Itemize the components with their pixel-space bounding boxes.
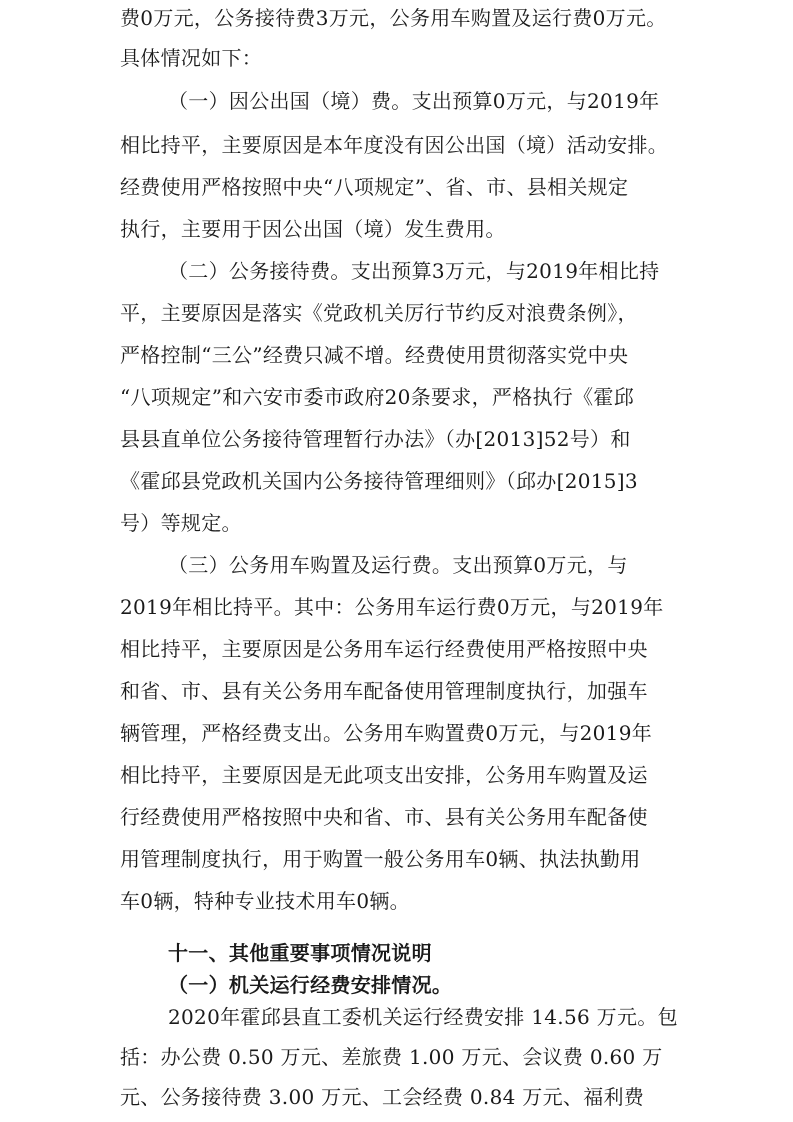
text-line: 和省、市、县有关公务用车配备使用管理制度执行，加强车 — [120, 679, 648, 703]
text-line: 严格控制“三公”经费只减不增。经费使用贯彻落实党中央 — [120, 343, 629, 367]
text-line: 行经费使用严格按照中央和省、市、县有关公务用车配备使 — [120, 805, 648, 829]
text-line: 《霍邱县党政机关国内公务接待管理细则》（邱办[2015]3 — [120, 469, 638, 493]
text-line: 2019年相比持平。其中：公务用车运行费0万元，与2019年 — [120, 595, 664, 619]
text-line: 相比持平，主要原因是公务用车运行经费使用严格按照中央 — [120, 637, 648, 661]
text-line: 用管理制度执行，用于购置一般公务用车0辆、执法执勤用 — [120, 847, 641, 871]
text-line: 号）等规定。 — [120, 511, 242, 535]
section-heading: 十一、其他重要事项情况说明 — [168, 941, 432, 965]
text-line: 经费使用严格按照中央“八项规定”、省、市、县相关规定 — [120, 175, 629, 199]
text-line: 执行，主要用于因公出国（境）发生费用。 — [120, 217, 506, 241]
text-line: 元、公务接待费 3.00 万元、工会经费 0.84 万元、福利费 — [120, 1085, 645, 1109]
text-line: 平，主要原因是落实《党政机关厉行节约反对浪费条例》， — [120, 301, 638, 325]
text-line: （二）公务接待费。支出预算3万元，与2019年相比持 — [168, 259, 660, 283]
text-line: 车0辆，特种专业技术用车0辆。 — [120, 889, 410, 913]
text-line: 2020年霍邱县直工委机关运行经费安排 14.56 万元。包 — [168, 1005, 678, 1029]
text-line: （三）公务用车购置及运行费。支出预算0万元，与 — [168, 553, 628, 577]
text-line: 费0万元，公务接待费3万元，公务用车购置及运行费0万元。 — [120, 6, 667, 30]
text-line: 相比持平，主要原因是本年度没有因公出国（境）活动安排。 — [120, 133, 669, 157]
text-line: 辆管理，严格经费支出。公务用车购置费0万元，与2019年 — [120, 721, 653, 745]
text-line: 县县直单位公务接待管理暂行办法》（办[2013]52号）和 — [120, 427, 631, 451]
text-line: 相比持平，主要原因是无此项支出安排，公务用车购置及运 — [120, 763, 648, 787]
text-line: 具体情况如下： — [120, 46, 263, 70]
text-line: “八项规定”和六安市委市政府20条要求，严格执行《霍邱 — [120, 385, 634, 409]
subsection-heading: （一）机关运行经费安排情况。 — [168, 973, 453, 997]
text-line: （一）因公出国（境）费。支出预算0万元，与2019年 — [168, 89, 660, 113]
text-line: 括：办公费 0.50 万元、差旅费 1.00 万元、会议费 0.60 万 — [120, 1045, 663, 1069]
